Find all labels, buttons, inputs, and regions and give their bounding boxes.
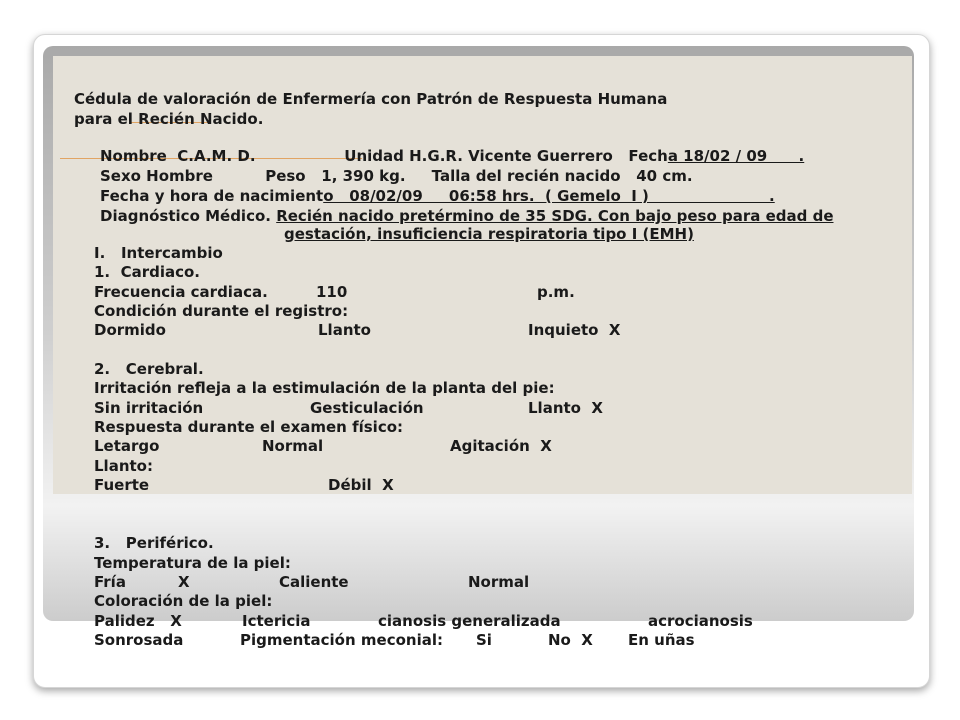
condition-option-dormido: Dormido — [94, 321, 166, 339]
diagnosis-line — [100, 207, 834, 225]
reflex-option-sin-irritacion: Sin irritación — [94, 399, 204, 417]
color-option-sonrosada: Sonrosada — [94, 631, 184, 649]
heart-rate-label: Frecuencia cardiaca. — [94, 283, 268, 301]
condition-option-inquieto: Inquieto X — [528, 321, 621, 339]
diagnosis-text: Recién nacido pretérmino de 35 SDG. Con bajo peso para edad de — [276, 207, 834, 225]
subsection-periferico: 3. Periférico. — [94, 534, 214, 552]
temp-option-caliente: Caliente — [279, 573, 349, 591]
temp-option-fria: Fría — [94, 573, 126, 591]
color-option-acrocianosis: acrocianosis — [648, 612, 753, 630]
patient-name-line — [100, 147, 804, 165]
temp-option-mark: X — [178, 573, 190, 591]
sex-weight-height-line: Sexo Hombre Peso 1, 390 kg. Talla del recién nacido 40 cm. — [100, 167, 693, 185]
patient-name-text: Nombre C.A.M. D. Unidad H.G.R. Vicente Guerrero Fech — [100, 147, 668, 165]
meconium-option-unas: En uñas — [628, 631, 695, 649]
birth-date-value: o 08/02/09 06:58 hrs. ( Gemelo I ) . — [323, 187, 775, 205]
cry-label: Llanto: — [94, 457, 153, 475]
skin-color-label: Coloración de la piel: — [94, 592, 273, 610]
form-title: Cédula de valoración de Enfermería con Patrón de Respuesta Humana — [74, 90, 668, 108]
form-title-continued: para el Recién Nacido. — [74, 110, 264, 128]
condition-option-llanto: Llanto — [318, 321, 371, 339]
diagnosis-label: Diagnóstico Médico. — [100, 207, 277, 225]
reflex-option-llanto: Llanto X — [528, 399, 603, 417]
reflex-label: Irritación refleja a la estimulación de la planta del pie: — [94, 379, 555, 397]
meconium-label: Pigmentación meconial: — [240, 631, 443, 649]
temp-option-normal: Normal — [468, 573, 530, 591]
birth-date-label: Fecha y hora de nacimient — [100, 187, 324, 205]
diagnosis-text-continued: gestación, insuficiencia respiratoria tipo I (EMH) — [284, 225, 694, 243]
heart-rate-value: 110 — [316, 283, 348, 301]
reflex-option-gesticulacion: Gesticulación — [310, 399, 424, 417]
subsection-cerebral: 2. Cerebral. — [94, 360, 204, 378]
response-option-normal: Normal — [262, 437, 324, 455]
date-field: a 18/02 / 09 . — [667, 147, 805, 165]
meconium-option-no: No X — [548, 631, 593, 649]
meconium-option-si: Si — [476, 631, 492, 649]
section-intercambio: I. Intercambio — [94, 244, 223, 262]
cry-option-debil: Débil X — [328, 476, 394, 494]
subsection-cardiaco: 1. Cardiaco. — [94, 263, 201, 281]
response-option-letargo: Letargo — [94, 437, 160, 455]
skin-temperature-label: Temperatura de la piel: — [94, 554, 291, 572]
response-option-agitacion: Agitación X — [450, 437, 552, 455]
color-option-ictericia: Ictericia — [242, 612, 311, 630]
condition-label: Condición durante el registro: — [94, 302, 349, 320]
color-option-cianosis: cianosis generalizada — [378, 612, 561, 630]
cry-option-fuerte: Fuerte — [94, 476, 150, 494]
color-option-palidez: Palidez X — [94, 612, 182, 630]
birth-date-line — [100, 187, 775, 205]
heart-rate-unit: p.m. — [537, 283, 575, 301]
response-label: Respuesta durante el examen físico: — [94, 418, 404, 436]
